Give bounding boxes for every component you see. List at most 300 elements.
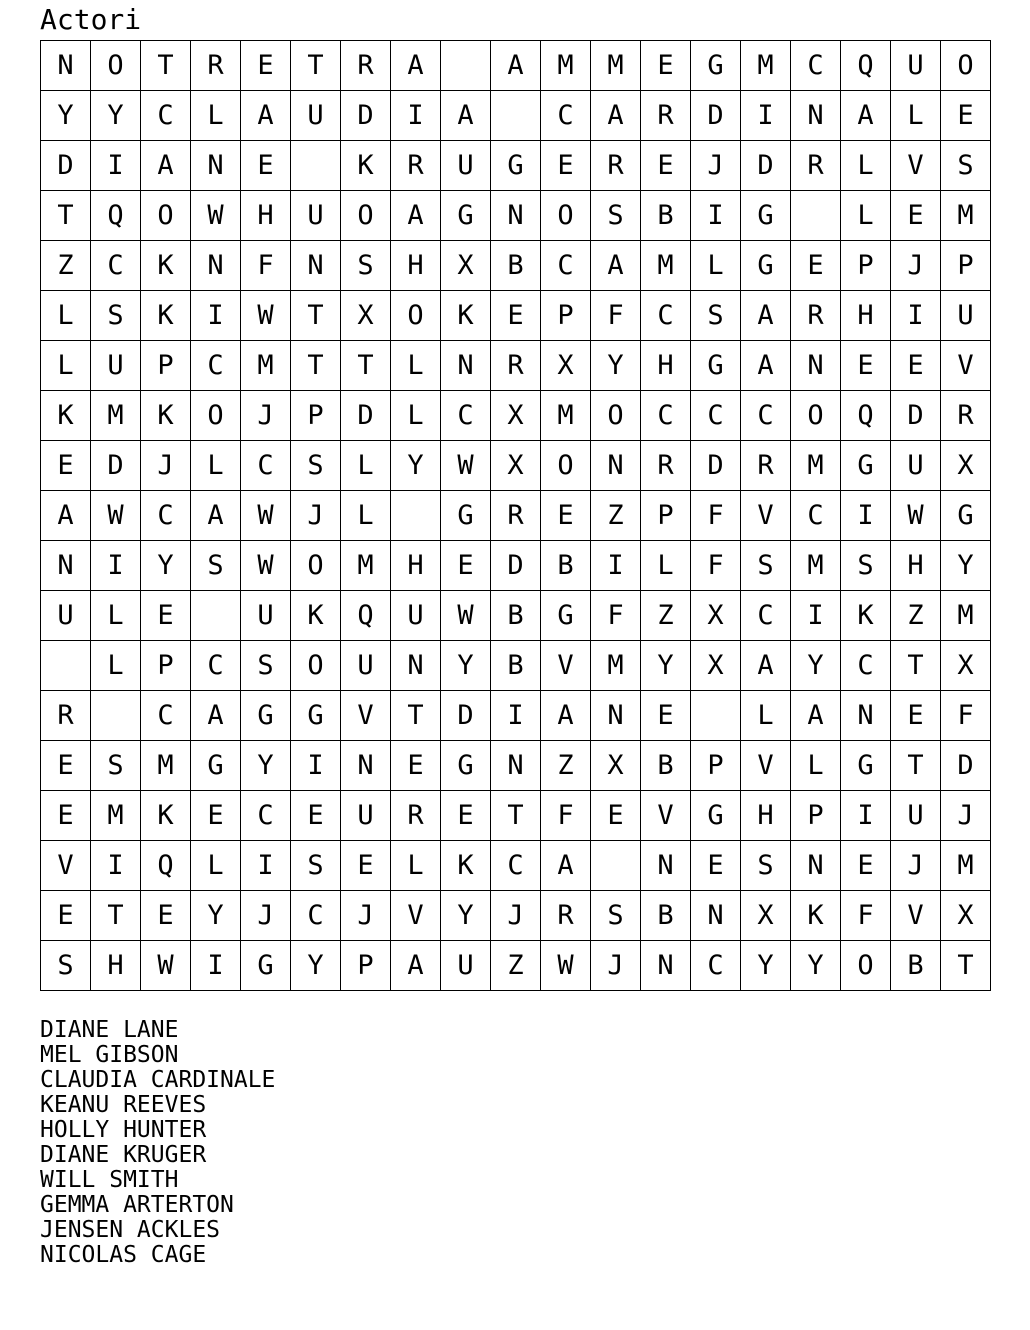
grid-cell[interactable]: S [941, 141, 991, 191]
grid-cell[interactable]: G [241, 691, 291, 741]
grid-cell[interactable]: U [891, 791, 941, 841]
grid-cell[interactable]: O [291, 541, 341, 591]
grid-cell[interactable]: W [91, 491, 141, 541]
grid-cell[interactable]: V [341, 691, 391, 741]
grid-cell[interactable] [791, 191, 841, 241]
grid-cell[interactable]: B [491, 591, 541, 641]
grid-cell[interactable]: N [641, 841, 691, 891]
grid-cell[interactable]: N [791, 91, 841, 141]
grid-cell[interactable]: V [41, 841, 91, 891]
grid-cell[interactable]: X [541, 341, 591, 391]
grid-cell[interactable]: X [441, 241, 491, 291]
grid-cell[interactable]: E [141, 891, 191, 941]
grid-cell[interactable]: G [241, 941, 291, 991]
grid-cell[interactable]: V [941, 341, 991, 391]
grid-cell[interactable]: G [441, 491, 491, 541]
grid-cell[interactable]: F [241, 241, 291, 291]
grid-cell[interactable] [441, 41, 491, 91]
grid-cell[interactable]: E [241, 41, 291, 91]
grid-cell[interactable]: C [841, 641, 891, 691]
grid-cell[interactable]: L [791, 741, 841, 791]
grid-cell[interactable]: C [691, 391, 741, 441]
grid-cell[interactable]: W [441, 441, 491, 491]
grid-cell[interactable]: I [741, 91, 791, 141]
grid-cell[interactable]: J [341, 891, 391, 941]
grid-cell[interactable]: O [841, 941, 891, 991]
grid-cell[interactable]: K [441, 841, 491, 891]
grid-cell[interactable]: N [591, 441, 641, 491]
grid-cell[interactable]: I [91, 841, 141, 891]
grid-cell[interactable]: A [541, 841, 591, 891]
grid-cell[interactable]: A [441, 91, 491, 141]
grid-cell[interactable] [91, 691, 141, 741]
grid-cell[interactable]: E [591, 791, 641, 841]
grid-cell[interactable]: C [791, 41, 841, 91]
grid-cell[interactable]: H [641, 341, 691, 391]
grid-cell[interactable]: U [391, 591, 441, 641]
grid-cell[interactable]: A [591, 241, 641, 291]
grid-cell[interactable]: E [641, 41, 691, 91]
grid-cell[interactable]: D [441, 691, 491, 741]
grid-cell[interactable] [291, 141, 341, 191]
grid-cell[interactable]: F [691, 491, 741, 541]
grid-cell[interactable]: M [641, 241, 691, 291]
grid-cell[interactable]: P [791, 791, 841, 841]
grid-cell[interactable]: T [491, 791, 541, 841]
grid-cell[interactable]: E [41, 791, 91, 841]
grid-cell[interactable]: S [591, 891, 641, 941]
grid-cell[interactable]: H [891, 541, 941, 591]
grid-cell[interactable]: Z [541, 741, 591, 791]
grid-cell[interactable]: Y [291, 941, 341, 991]
grid-cell[interactable]: T [941, 941, 991, 991]
grid-cell[interactable]: E [391, 741, 441, 791]
grid-cell[interactable]: R [191, 41, 241, 91]
grid-cell[interactable]: E [491, 291, 541, 341]
grid-cell[interactable]: R [941, 391, 991, 441]
grid-cell[interactable]: M [541, 41, 591, 91]
grid-cell[interactable]: C [291, 891, 341, 941]
grid-cell[interactable]: A [191, 491, 241, 541]
grid-cell[interactable]: B [541, 541, 591, 591]
grid-cell[interactable]: J [241, 391, 291, 441]
grid-cell[interactable]: N [191, 241, 241, 291]
grid-cell[interactable]: U [891, 441, 941, 491]
grid-cell[interactable]: O [541, 191, 591, 241]
grid-cell[interactable]: K [791, 891, 841, 941]
grid-cell[interactable]: N [691, 891, 741, 941]
grid-cell[interactable]: U [41, 591, 91, 641]
grid-cell[interactable]: N [41, 41, 91, 91]
grid-cell[interactable]: E [291, 791, 341, 841]
grid-cell[interactable]: G [741, 241, 791, 291]
grid-cell[interactable]: B [641, 891, 691, 941]
grid-cell[interactable]: D [341, 91, 391, 141]
grid-cell[interactable]: O [391, 291, 441, 341]
grid-cell[interactable]: A [741, 341, 791, 391]
grid-cell[interactable]: S [291, 841, 341, 891]
grid-cell[interactable]: Z [891, 591, 941, 641]
grid-cell[interactable]: W [241, 291, 291, 341]
grid-cell[interactable]: E [891, 691, 941, 741]
grid-cell[interactable]: Z [591, 491, 641, 541]
grid-cell[interactable]: M [791, 541, 841, 591]
grid-cell[interactable]: C [491, 841, 541, 891]
grid-cell[interactable]: V [641, 791, 691, 841]
grid-cell[interactable]: I [91, 141, 141, 191]
grid-cell[interactable]: J [941, 791, 991, 841]
grid-cell[interactable]: R [391, 791, 441, 841]
grid-cell[interactable]: N [591, 691, 641, 741]
grid-cell[interactable]: L [891, 91, 941, 141]
grid-cell[interactable]: C [141, 91, 191, 141]
grid-cell[interactable]: Y [41, 91, 91, 141]
grid-cell[interactable]: W [441, 591, 491, 641]
grid-cell[interactable]: E [841, 341, 891, 391]
grid-cell[interactable] [191, 591, 241, 641]
grid-cell[interactable]: M [941, 591, 991, 641]
grid-cell[interactable]: I [841, 491, 891, 541]
grid-cell[interactable]: G [491, 141, 541, 191]
grid-cell[interactable]: S [741, 541, 791, 591]
grid-cell[interactable]: J [291, 491, 341, 541]
grid-cell[interactable]: Z [41, 241, 91, 291]
grid-cell[interactable]: G [691, 341, 741, 391]
grid-cell[interactable]: D [91, 441, 141, 491]
grid-cell[interactable]: B [891, 941, 941, 991]
grid-cell[interactable]: Y [941, 541, 991, 591]
grid-cell[interactable]: A [741, 291, 791, 341]
grid-cell[interactable]: S [241, 641, 291, 691]
grid-cell[interactable]: I [891, 291, 941, 341]
grid-cell[interactable]: X [691, 591, 741, 641]
grid-cell[interactable]: M [91, 391, 141, 441]
grid-cell[interactable] [691, 691, 741, 741]
grid-cell[interactable]: K [141, 391, 191, 441]
grid-cell[interactable]: C [241, 791, 291, 841]
grid-cell[interactable]: J [891, 841, 941, 891]
grid-cell[interactable]: G [441, 741, 491, 791]
grid-cell[interactable]: N [41, 541, 91, 591]
grid-cell[interactable]: E [41, 441, 91, 491]
grid-cell[interactable]: R [391, 141, 441, 191]
grid-cell[interactable]: A [841, 91, 891, 141]
grid-cell[interactable]: S [841, 541, 891, 591]
grid-cell[interactable]: L [41, 291, 91, 341]
grid-cell[interactable]: G [691, 41, 741, 91]
grid-cell[interactable]: R [791, 141, 841, 191]
grid-cell[interactable]: J [591, 941, 641, 991]
grid-cell[interactable]: E [241, 141, 291, 191]
grid-cell[interactable]: D [41, 141, 91, 191]
grid-cell[interactable]: M [791, 441, 841, 491]
grid-cell[interactable]: Y [91, 91, 141, 141]
grid-cell[interactable]: Y [741, 941, 791, 991]
grid-cell[interactable]: J [891, 241, 941, 291]
grid-cell[interactable]: M [591, 41, 641, 91]
grid-cell[interactable]: Y [641, 641, 691, 691]
grid-cell[interactable]: E [641, 691, 691, 741]
grid-cell[interactable]: K [141, 241, 191, 291]
grid-cell[interactable]: C [641, 291, 691, 341]
grid-cell[interactable]: G [841, 441, 891, 491]
grid-cell[interactable]: S [41, 941, 91, 991]
grid-cell[interactable]: H [841, 291, 891, 341]
grid-cell[interactable]: I [241, 841, 291, 891]
grid-cell[interactable]: O [791, 391, 841, 441]
grid-cell[interactable]: C [191, 641, 241, 691]
grid-cell[interactable]: C [141, 691, 191, 741]
grid-cell[interactable]: L [341, 491, 391, 541]
grid-cell[interactable]: S [291, 441, 341, 491]
grid-cell[interactable]: G [541, 591, 591, 641]
grid-cell[interactable]: R [791, 291, 841, 341]
grid-cell[interactable]: N [291, 241, 341, 291]
grid-cell[interactable]: L [191, 441, 241, 491]
grid-cell[interactable]: K [441, 291, 491, 341]
grid-cell[interactable]: D [341, 391, 391, 441]
grid-cell[interactable]: L [391, 341, 441, 391]
grid-cell[interactable]: Y [591, 341, 641, 391]
grid-cell[interactable]: O [291, 641, 341, 691]
grid-cell[interactable]: K [341, 141, 391, 191]
grid-cell[interactable]: E [841, 841, 891, 891]
grid-cell[interactable]: B [641, 741, 691, 791]
grid-cell[interactable]: O [591, 391, 641, 441]
grid-cell[interactable]: F [941, 691, 991, 741]
grid-cell[interactable]: R [641, 91, 691, 141]
grid-cell[interactable]: K [141, 791, 191, 841]
grid-cell[interactable]: X [741, 891, 791, 941]
grid-cell[interactable]: V [541, 641, 591, 691]
grid-cell[interactable]: P [941, 241, 991, 291]
grid-cell[interactable]: K [291, 591, 341, 641]
grid-cell[interactable]: W [241, 541, 291, 591]
grid-cell[interactable]: A [141, 141, 191, 191]
grid-cell[interactable]: P [141, 641, 191, 691]
grid-cell[interactable]: T [91, 891, 141, 941]
grid-cell[interactable] [591, 841, 641, 891]
grid-cell[interactable]: N [791, 841, 841, 891]
grid-cell[interactable]: M [941, 841, 991, 891]
grid-cell[interactable]: Y [241, 741, 291, 791]
grid-cell[interactable]: W [191, 191, 241, 241]
grid-cell[interactable]: G [441, 191, 491, 241]
grid-cell[interactable]: E [441, 541, 491, 591]
grid-cell[interactable] [491, 91, 541, 141]
grid-cell[interactable]: G [741, 191, 791, 241]
grid-cell[interactable]: I [191, 941, 241, 991]
grid-cell[interactable]: C [641, 391, 691, 441]
grid-cell[interactable]: A [391, 41, 441, 91]
grid-cell[interactable]: N [841, 691, 891, 741]
grid-cell[interactable]: X [341, 291, 391, 341]
grid-cell[interactable]: L [391, 391, 441, 441]
grid-cell[interactable]: N [791, 341, 841, 391]
grid-cell[interactable]: T [291, 341, 341, 391]
grid-cell[interactable]: S [91, 741, 141, 791]
grid-cell[interactable]: W [141, 941, 191, 991]
grid-cell[interactable]: O [191, 391, 241, 441]
grid-cell[interactable]: T [41, 191, 91, 241]
grid-cell[interactable]: C [191, 341, 241, 391]
grid-cell[interactable]: W [241, 491, 291, 541]
grid-cell[interactable]: R [491, 341, 541, 391]
grid-cell[interactable]: R [341, 41, 391, 91]
grid-cell[interactable]: D [491, 541, 541, 591]
grid-cell[interactable]: A [241, 91, 291, 141]
grid-cell[interactable]: G [191, 741, 241, 791]
grid-cell[interactable]: I [791, 591, 841, 641]
grid-cell[interactable]: S [341, 241, 391, 291]
grid-cell[interactable]: M [341, 541, 391, 591]
grid-cell[interactable]: F [691, 541, 741, 591]
grid-cell[interactable]: A [391, 941, 441, 991]
grid-cell[interactable]: T [891, 641, 941, 691]
grid-cell[interactable]: L [841, 191, 891, 241]
grid-cell[interactable]: H [391, 541, 441, 591]
grid-cell[interactable]: D [941, 741, 991, 791]
grid-cell[interactable]: T [141, 41, 191, 91]
grid-cell[interactable]: X [941, 441, 991, 491]
grid-cell[interactable]: E [541, 491, 591, 541]
grid-cell[interactable]: C [541, 91, 591, 141]
grid-cell[interactable]: A [491, 41, 541, 91]
grid-cell[interactable]: E [691, 841, 741, 891]
grid-cell[interactable]: R [741, 441, 791, 491]
grid-cell[interactable]: I [691, 191, 741, 241]
grid-cell[interactable]: I [841, 791, 891, 841]
grid-cell[interactable]: Q [341, 591, 391, 641]
grid-cell[interactable]: M [541, 391, 591, 441]
grid-cell[interactable]: Q [91, 191, 141, 241]
grid-cell[interactable]: C [241, 441, 291, 491]
grid-cell[interactable]: I [591, 541, 641, 591]
grid-cell[interactable]: K [41, 391, 91, 441]
grid-cell[interactable]: E [41, 741, 91, 791]
grid-cell[interactable]: O [941, 41, 991, 91]
grid-cell[interactable]: J [241, 891, 291, 941]
grid-cell[interactable]: E [941, 91, 991, 141]
grid-cell[interactable]: U [891, 41, 941, 91]
grid-cell[interactable]: U [441, 941, 491, 991]
grid-cell[interactable]: E [641, 141, 691, 191]
grid-cell[interactable]: Z [641, 591, 691, 641]
grid-cell[interactable]: O [141, 191, 191, 241]
grid-cell[interactable]: Y [141, 541, 191, 591]
grid-cell[interactable]: K [141, 291, 191, 341]
grid-cell[interactable]: U [241, 591, 291, 641]
grid-cell[interactable]: T [291, 41, 341, 91]
grid-cell[interactable]: C [141, 491, 191, 541]
grid-cell[interactable]: C [441, 391, 491, 441]
grid-cell[interactable]: H [391, 241, 441, 291]
grid-cell[interactable]: A [191, 691, 241, 741]
grid-cell[interactable]: U [341, 791, 391, 841]
grid-cell[interactable]: J [691, 141, 741, 191]
grid-cell[interactable]: H [741, 791, 791, 841]
grid-cell[interactable]: U [441, 141, 491, 191]
grid-cell[interactable]: I [291, 741, 341, 791]
grid-cell[interactable]: N [441, 341, 491, 391]
grid-cell[interactable]: A [741, 641, 791, 691]
grid-cell[interactable]: M [741, 41, 791, 91]
grid-cell[interactable]: F [591, 591, 641, 641]
grid-cell[interactable]: N [191, 141, 241, 191]
grid-cell[interactable]: R [491, 491, 541, 541]
grid-cell[interactable]: H [241, 191, 291, 241]
grid-cell[interactable]: E [441, 791, 491, 841]
grid-cell[interactable]: G [841, 741, 891, 791]
grid-cell[interactable]: V [391, 891, 441, 941]
grid-cell[interactable]: C [741, 591, 791, 641]
grid-cell[interactable]: S [91, 291, 141, 341]
grid-cell[interactable]: R [541, 891, 591, 941]
grid-cell[interactable]: S [741, 841, 791, 891]
grid-cell[interactable]: P [541, 291, 591, 341]
grid-cell[interactable]: B [491, 641, 541, 691]
grid-cell[interactable]: Y [191, 891, 241, 941]
grid-cell[interactable]: A [591, 91, 641, 141]
grid-cell[interactable]: Y [791, 941, 841, 991]
grid-cell[interactable]: X [691, 641, 741, 691]
grid-cell[interactable]: P [341, 941, 391, 991]
grid-cell[interactable]: Y [391, 441, 441, 491]
grid-cell[interactable]: M [141, 741, 191, 791]
grid-cell[interactable]: X [941, 891, 991, 941]
grid-cell[interactable]: Y [441, 641, 491, 691]
grid-cell[interactable]: D [741, 141, 791, 191]
grid-cell[interactable]: B [641, 191, 691, 241]
grid-cell[interactable]: C [691, 941, 741, 991]
grid-cell[interactable]: G [691, 791, 741, 841]
grid-cell[interactable]: W [541, 941, 591, 991]
grid-cell[interactable]: F [541, 791, 591, 841]
grid-cell[interactable]: A [41, 491, 91, 541]
grid-cell[interactable]: N [641, 941, 691, 991]
grid-cell[interactable]: I [491, 691, 541, 741]
grid-cell[interactable]: L [41, 341, 91, 391]
grid-cell[interactable]: T [341, 341, 391, 391]
grid-cell[interactable]: M [91, 791, 141, 841]
grid-cell[interactable]: E [41, 891, 91, 941]
grid-cell[interactable]: L [391, 841, 441, 891]
grid-cell[interactable]: X [591, 741, 641, 791]
grid-cell[interactable]: C [91, 241, 141, 291]
grid-cell[interactable]: N [491, 741, 541, 791]
grid-cell[interactable]: K [841, 591, 891, 641]
grid-cell[interactable]: Q [841, 391, 891, 441]
grid-cell[interactable]: E [891, 341, 941, 391]
grid-cell[interactable]: A [541, 691, 591, 741]
grid-cell[interactable]: D [691, 441, 741, 491]
grid-cell[interactable]: C [741, 391, 791, 441]
grid-cell[interactable]: E [791, 241, 841, 291]
grid-cell[interactable]: T [291, 291, 341, 341]
grid-cell[interactable]: A [791, 691, 841, 741]
grid-cell[interactable]: P [691, 741, 741, 791]
grid-cell[interactable]: M [241, 341, 291, 391]
grid-cell[interactable]: I [91, 541, 141, 591]
grid-cell[interactable]: X [491, 391, 541, 441]
grid-cell[interactable]: E [891, 191, 941, 241]
grid-cell[interactable]: Z [491, 941, 541, 991]
grid-cell[interactable]: H [91, 941, 141, 991]
grid-cell[interactable]: L [191, 841, 241, 891]
grid-cell[interactable]: E [341, 841, 391, 891]
grid-cell[interactable]: U [291, 91, 341, 141]
grid-cell[interactable]: V [891, 141, 941, 191]
